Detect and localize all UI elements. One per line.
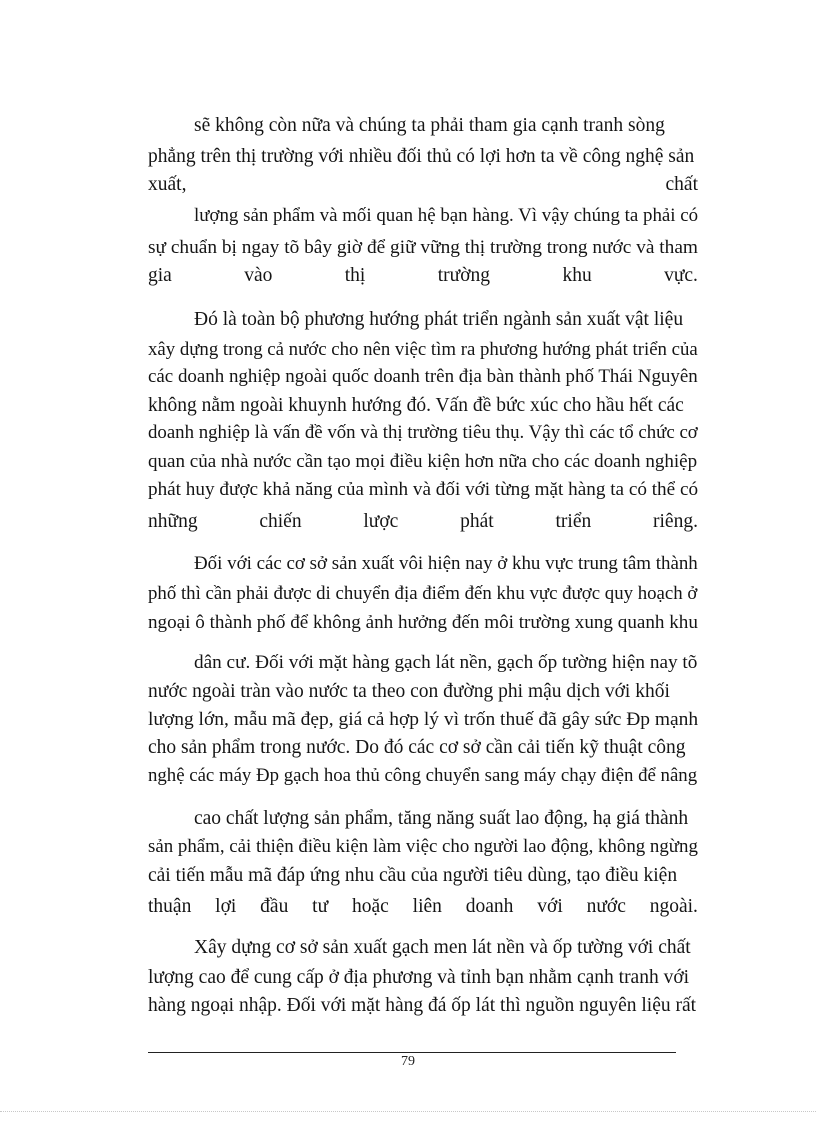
text-line: sản phẩm, cải thiện điều kiện làm việc cho người lao động, không ngừng: [148, 836, 698, 857]
text-line: sự chuẩn bị ngay tõ bây giờ để giữ vững thị trường trong nước và tham: [148, 237, 698, 258]
text-word: đầu: [260, 896, 289, 917]
text-word: lợi: [215, 896, 237, 917]
text-word: thị: [344, 265, 366, 286]
text-word: trường: [437, 265, 491, 286]
text-line: Xây dựng cơ sở sản xuất gạch men lát nền và ốp tường với chất: [194, 937, 691, 958]
page-number: 79: [401, 1054, 415, 1069]
text-word: tư: [312, 896, 329, 917]
text-line: dân cư. Đối với mặt hàng gạch lát nền, gạch ốp tường hiện nay tõ: [194, 652, 698, 673]
text-word: hoặc: [352, 896, 389, 917]
text-line: phát huy được khả năng của mình và đối với từng mặt hàng ta có thể có: [148, 479, 699, 500]
text-line: cải tiến mẫu mã đáp ứng nhu cầu của người tiêu dùng, tạo điều kiện: [148, 865, 678, 886]
page-edge: [0, 1111, 816, 1112]
text-line: lượng lớn, mẫu mã đẹp, giá cả hợp lý vì trốn thuế đã gây sức Ðp mạnh: [148, 709, 699, 730]
text-line: nước ngoài tràn vào nước ta theo con đường phi mậu dịch với khối: [148, 681, 670, 702]
text-line: cho sản phẩm trong nước. Do đó các cơ sở cần cải tiến kỹ thuật công: [148, 737, 686, 758]
text-word: những: [148, 511, 198, 532]
text-line: xây dựng trong cả nước cho nên việc tìm ra phương hướng phát triển của: [148, 339, 698, 360]
text-line: Đó là toàn bộ phương hướng phát triển ngành sản xuất vật liệu: [194, 309, 684, 330]
text-word: gia: [148, 265, 172, 286]
text-line: lượng sản phẩm và mối quan hệ bạn hàng. Vì vậy chúng ta phải có: [194, 205, 699, 226]
text-word: riêng.: [653, 511, 698, 532]
text-line: không nằm ngoài khuynh hướng đó. Vấn đề bức xúc cho hầu hết các: [148, 395, 684, 416]
text-word: khu: [562, 265, 592, 286]
text-line: ngoại ô thành phố để không ảnh hưởng đến môi trường xung quanh khu: [148, 612, 698, 633]
text-word: nước: [586, 896, 626, 917]
text-line: phố thì cần phải được di chuyển địa điểm đến khu vực được quy hoạch ở: [148, 583, 698, 604]
text-word: vào: [244, 265, 273, 286]
text-line: phẳng trên thị trường với nhiều đối thủ có lợi hơn ta về công nghệ sản: [148, 146, 695, 167]
text-line: Đối với các cơ sở sản xuất vôi hiện nay ở khu vực trung tâm thành: [194, 553, 698, 574]
text-line: [148, 512, 698, 532]
text-line: sẽ không còn nữa và chúng ta phải tham gia cạnh tranh sòng: [194, 115, 665, 136]
text-word: chất: [665, 174, 698, 195]
text-line: lượng cao để cung cấp ở địa phương và tỉnh bạn nhằm cạnh tranh với: [148, 967, 690, 988]
text-line: [148, 175, 698, 195]
text-word: triển: [555, 511, 592, 532]
text-line: cao chất lượng sản phẩm, tăng năng suất lao động, hạ giá thành: [194, 808, 689, 829]
text-word: với: [537, 896, 563, 917]
text-word: ngoài.: [649, 896, 698, 917]
text-line: [148, 266, 698, 286]
text-word: xuất,: [148, 174, 187, 195]
text-word: lược: [363, 511, 399, 532]
footer-rule: [148, 1052, 676, 1053]
text-word: liên: [412, 896, 442, 917]
text-line: doanh nghiệp là vấn đề vốn và thị trường tiêu thụ. Vậy thì các tổ chức cơ: [148, 422, 698, 443]
text-word: phát: [460, 511, 494, 532]
text-line: các doanh nghiệp ngoài quốc doanh trên địa bàn thành phố Thái Nguyên: [148, 366, 698, 387]
text-word: vực.: [664, 265, 698, 286]
text-word: doanh: [465, 896, 514, 917]
text-line: nghệ các máy Ðp gạch hoa thủ công chuyển sang máy chạy điện để nâng: [148, 765, 698, 786]
text-word: chiến: [259, 511, 302, 532]
text-line: [148, 897, 698, 917]
text-line: hàng ngoại nhập. Đối với mặt hàng đá ốp lát thì nguồn nguyên liệu rất: [148, 995, 697, 1016]
text-word: thuận: [148, 896, 192, 917]
text-line: quan của nhà nước cần tạo mọi điều kiện hơn nữa cho các doanh nghiệp: [148, 451, 698, 472]
